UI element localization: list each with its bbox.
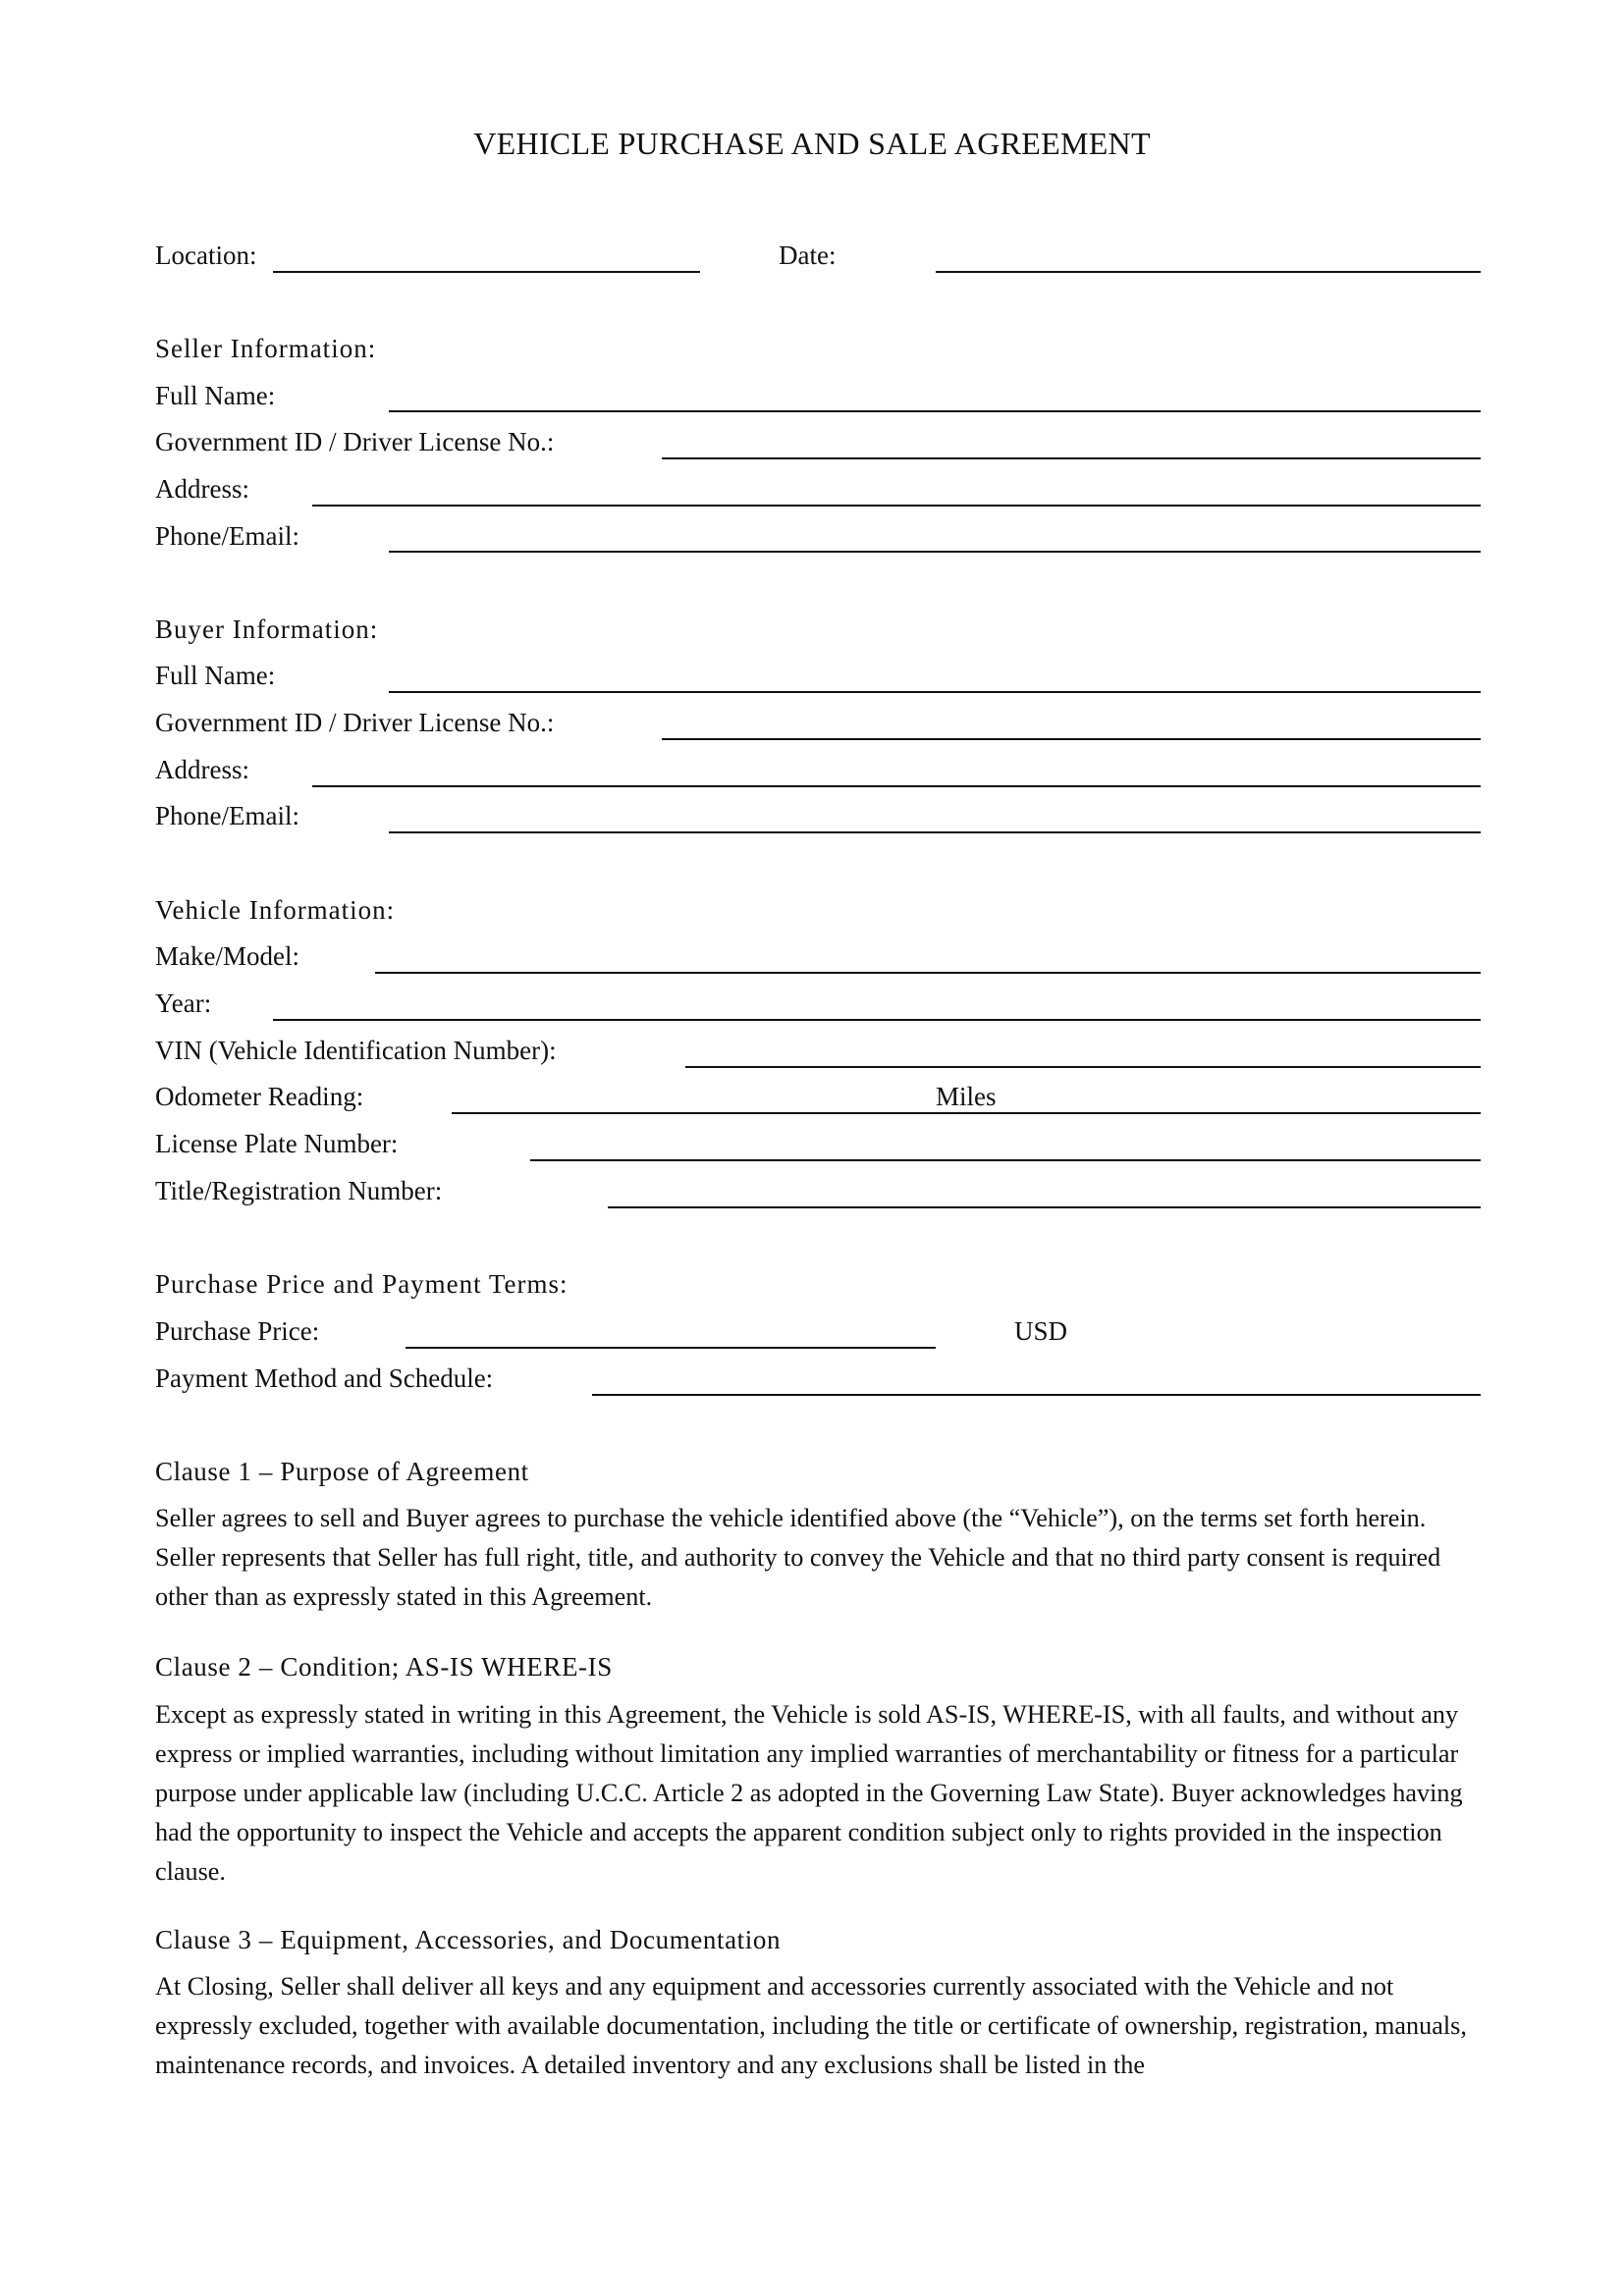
buyer-gov-id-label: Government ID / Driver License No.:	[155, 708, 555, 737]
seller-phone-email-label: Phone/Email:	[155, 521, 299, 551]
clause-2-heading: Clause 2 – Condition; AS-IS WHERE-IS	[155, 1652, 613, 1682]
purchase-price-line[interactable]	[406, 1347, 936, 1349]
seller-section-heading: Seller Information:	[155, 334, 377, 363]
payment-section-heading: Purchase Price and Payment Terms:	[155, 1269, 568, 1299]
seller-phone-email-line[interactable]	[389, 551, 1481, 553]
vehicle-section-heading: Vehicle Information:	[155, 895, 396, 925]
seller-gov-id-label: Government ID / Driver License No.:	[155, 427, 555, 456]
title-registration-line[interactable]	[608, 1206, 1481, 1208]
seller-full-name-label: Full Name:	[155, 381, 276, 410]
clause-1-heading: Clause 1 – Purpose of Agreement	[155, 1457, 529, 1486]
year-line[interactable]	[273, 1019, 1481, 1021]
document-title: VEHICLE PURCHASE AND SALE AGREEMENT	[473, 126, 1151, 161]
license-plate-line[interactable]	[530, 1159, 1481, 1161]
clause-2-text: Except as expressly stated in writing in this Agreement, the Vehicle is sold AS-IS, WHERE-IS, with all faults, and without any express or implied warranties, including without limitation any implied warranties of merchantability or fitness for a particular purpose under applicable law (including U.C.C. Article 2 as adopted in the Governing Law State). Buyer acknowledges having had the opportunity to inspect the Vehicle and accepts the apparent condition subject only to rights provided in the inspection clause.	[155, 1700, 1463, 1886]
date-field-line[interactable]	[936, 271, 1481, 273]
currency-label: USD	[1014, 1316, 1068, 1346]
purchase-price-label: Purchase Price:	[155, 1316, 320, 1346]
odometer-unit: Miles	[936, 1082, 997, 1111]
vin-label: VIN (Vehicle Identification Number):	[155, 1036, 557, 1065]
buyer-phone-email-line[interactable]	[389, 831, 1481, 833]
buyer-full-name-line[interactable]	[389, 691, 1481, 693]
odometer-label: Odometer Reading:	[155, 1082, 364, 1111]
vin-line[interactable]	[685, 1066, 1481, 1068]
location-field-line[interactable]	[273, 271, 700, 273]
buyer-phone-email-label: Phone/Email:	[155, 801, 299, 830]
clause-3-heading: Clause 3 – Equipment, Accessories, and Documentation	[155, 1925, 782, 1954]
date-label: Date:	[779, 240, 837, 270]
title-registration-label: Title/Registration Number:	[155, 1176, 443, 1205]
make-model-label: Make/Model:	[155, 941, 299, 971]
license-plate-label: License Plate Number:	[155, 1129, 399, 1158]
buyer-gov-id-line[interactable]	[662, 738, 1481, 740]
clause-1-text: Seller agrees to sell and Buyer agrees to purchase the vehicle identified above (the “Vehicle”), on the terms set forth herein. Seller represents that Seller has full right, title, and authority to convey the Vehicle and that no third party consent is required other than as expressly stated in this Agreement.	[155, 1504, 1441, 1611]
seller-full-name-line[interactable]	[389, 410, 1481, 412]
clause-3-text: At Closing, Seller shall deliver all keys and any equipment and accessories currently associated with the Vehicle and not expressly excluded, together with available documentation, including the title or certificate of ownership, registration, manuals, maintenance records, and invoices. A detailed inventory and any exclusions shall be listed in the	[155, 1972, 1467, 2079]
seller-address-label: Address:	[155, 474, 249, 504]
buyer-section-heading: Buyer Information:	[155, 614, 379, 644]
buyer-address-label: Address:	[155, 755, 249, 784]
make-model-line[interactable]	[375, 972, 1481, 974]
location-label: Location:	[155, 240, 257, 270]
payment-method-line[interactable]	[592, 1394, 1481, 1396]
buyer-full-name-label: Full Name:	[155, 661, 276, 690]
seller-address-line[interactable]	[312, 505, 1481, 507]
payment-method-label: Payment Method and Schedule:	[155, 1363, 494, 1393]
seller-gov-id-line[interactable]	[662, 457, 1481, 459]
buyer-address-line[interactable]	[312, 785, 1481, 787]
year-label: Year:	[155, 988, 212, 1018]
